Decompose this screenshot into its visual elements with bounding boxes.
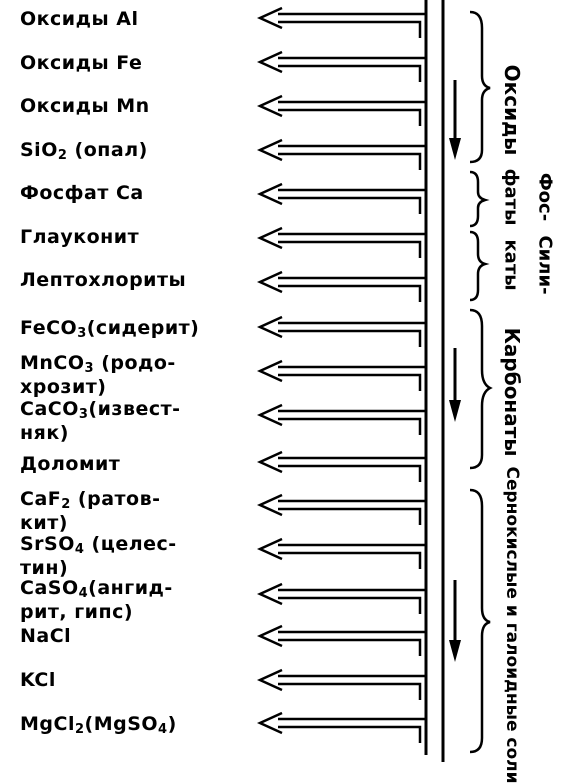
- silicates-brace: [470, 232, 485, 300]
- label-caco3: CaCO$_3$(извест- няк): [20, 398, 181, 444]
- oxides-brace: [470, 12, 490, 162]
- arrow-item-4: [260, 174, 426, 214]
- arrow-item-7: [260, 307, 426, 347]
- label-mnco3: MnCO$_3$ (родо- хрозит): [20, 352, 176, 398]
- arrow-item-2: [260, 86, 426, 126]
- sulfates-brace: [470, 490, 490, 752]
- arrow-item-1: [260, 42, 426, 82]
- arrow-item-13: [260, 574, 426, 614]
- arrow-item-15: [260, 660, 426, 700]
- label-oxides-fe: Оксиды Fe: [20, 52, 143, 74]
- group-label-phosphates-bottom: фаты: [500, 168, 522, 226]
- sulfates-trend-arrow: [449, 580, 461, 662]
- arrow-item-12: [260, 529, 426, 569]
- label-leptochlorites: Лептохлориты: [20, 269, 187, 291]
- arrow-item-9: [260, 395, 426, 435]
- arrow-item-16: [260, 703, 426, 743]
- carbonates-trend-arrow: [449, 348, 461, 422]
- label-nacl: NaCl: [20, 625, 72, 647]
- group-label-silicates-bottom: каты: [500, 239, 522, 291]
- arrow-item-0: [260, 0, 426, 38]
- label-oxides-al: Оксиды Al: [20, 8, 139, 30]
- arrow-item-11: [260, 485, 426, 525]
- group-label-carbonates: Карбонаты: [500, 327, 524, 457]
- label-caso4: CaSO$_4$(ангид- рит, гипс): [20, 577, 173, 623]
- arrow-item-14: [260, 616, 426, 656]
- arrow-item-5: [260, 218, 426, 258]
- arrow-item-8: [260, 351, 426, 391]
- label-dolomite: Доломит: [20, 453, 121, 475]
- group-label-silicates-top: Сили-: [534, 235, 556, 295]
- label-kcl: KCl: [20, 669, 56, 691]
- label-mgcl2: MgCl$_2$(MgSO$_4$): [20, 713, 177, 737]
- label-feco3: FeCO$_3$(сидерит): [20, 317, 200, 341]
- arrow-item-10: [260, 442, 426, 482]
- label-oxides-mn: Оксиды Mn: [20, 95, 150, 117]
- phosphates-brace: [470, 172, 485, 226]
- group-label-phosphates-top: Фос-: [534, 172, 556, 222]
- label-glauconite: Глауконит: [20, 226, 140, 248]
- oxides-trend-arrow: [449, 80, 461, 160]
- label-srso4: SrSO$_4$ (целес- тин): [20, 533, 177, 579]
- carbonates-brace: [470, 310, 490, 468]
- arrow-item-3: [260, 130, 426, 170]
- group-label-sulfates: Сернокислые и галоидные соли: [502, 466, 522, 784]
- label-caf2: CaF$_2$ (ратов- кит): [20, 488, 161, 534]
- label-phosphate-ca: Фосфат Ca: [20, 182, 144, 204]
- group-label-oxides: Оксиды: [500, 64, 524, 156]
- label-sio2: SiO$_2$ (опал): [20, 139, 148, 163]
- arrow-item-6: [260, 262, 426, 302]
